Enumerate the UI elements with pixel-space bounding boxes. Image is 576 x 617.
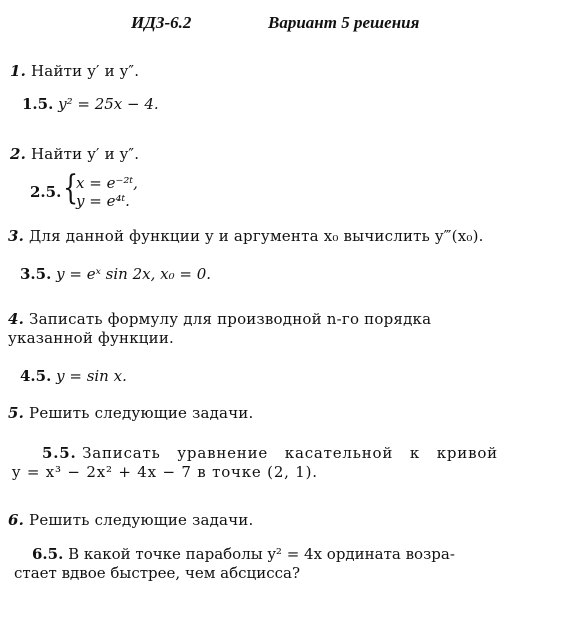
subtask-6-5 xyxy=(32,545,455,563)
task-number: 4. xyxy=(8,310,25,328)
subtask-number: 6.5. xyxy=(32,545,64,563)
subtask-text-line-1: Записать уравнение касательной к кривой xyxy=(82,444,498,462)
task-number: 2. xyxy=(10,145,27,163)
task-1 xyxy=(10,62,139,80)
system-brace: { xyxy=(63,168,79,208)
subtask-6-5-line-2: стает вдвое быстрее, чем абсцисса? xyxy=(14,564,300,582)
subtask-1-5 xyxy=(22,95,159,113)
task-4 xyxy=(8,310,431,328)
subtask-number: 4.5. xyxy=(20,367,52,385)
task-5 xyxy=(8,404,253,422)
task-text: Для данной функции y и аргумента x₀ вычислить y‴(x₀). xyxy=(29,227,484,245)
subtask-2-5-number: 2.5. xyxy=(30,183,62,201)
subtask-number: 3.5. xyxy=(20,265,52,283)
system-line-2: y = e⁴ᵗ. xyxy=(76,192,130,210)
subtask-number: 5.5. xyxy=(42,444,77,462)
subtask-3-5 xyxy=(20,265,211,283)
variant-label: Вариант 5 решения xyxy=(268,13,420,32)
system-line-1: x = e⁻²ᵗ, xyxy=(76,174,138,192)
subtask-number: 1.5. xyxy=(22,95,54,113)
task-number: 5. xyxy=(8,404,25,422)
task-text: Найти y′ и y″. xyxy=(31,145,140,163)
subtask-5-5 xyxy=(42,444,498,462)
subtask-formula: y² = 25x − 4. xyxy=(58,95,159,113)
subtask-4-5 xyxy=(20,367,127,385)
task-4-line-2: указанной функции. xyxy=(8,329,175,347)
subtask-formula: y = eˣ sin 2x, x₀ = 0. xyxy=(56,265,212,283)
subtask-formula: y = sin x. xyxy=(56,367,127,385)
task-6 xyxy=(8,511,253,529)
task-number: 1. xyxy=(10,62,27,80)
task-3 xyxy=(8,227,484,245)
task-text: Решить следующие задачи. xyxy=(29,404,254,422)
equation-system xyxy=(76,174,138,210)
task-text-line-1: Записать формулу для производной n-го порядка xyxy=(29,310,432,328)
task-number: 3. xyxy=(8,227,25,245)
task-number: 6. xyxy=(8,511,25,529)
subtask-5-5-line-2: y = x³ − 2x² + 4x − 7 в точке (2, 1). xyxy=(12,463,318,481)
task-text: Найти y′ и y″. xyxy=(31,62,140,80)
task-2 xyxy=(10,145,139,163)
document-title: ИДЗ-6.2 xyxy=(131,13,192,32)
subtask-text-line-1: В какой точке параболы y² = 4x ордината возра- xyxy=(68,545,455,563)
task-text: Решить следующие задачи. xyxy=(29,511,254,529)
